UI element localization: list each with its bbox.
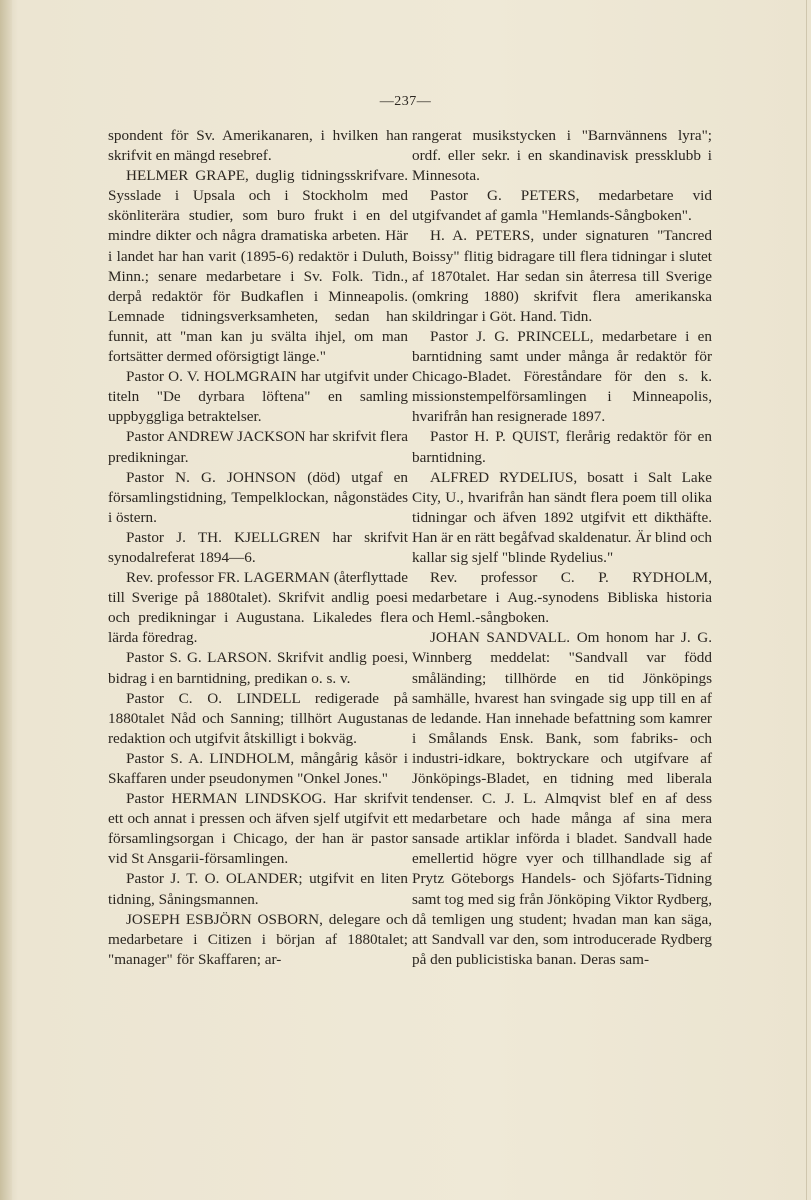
paragraph: Pastor N. G. JOHNSON (död) utgaf en församlingstidning, Tempelklockan, någonstädes i östern. <box>108 468 408 526</box>
paragraph: Pastor J. TH. KJELLGREN har skrifvit synodalreferat 1894—6. <box>108 528 408 566</box>
page-edge-line <box>806 0 807 1200</box>
page-binding-edge <box>0 0 12 1200</box>
paragraph: Pastor S. A. LINDHOLM, mångårig kåsör i Skaffaren under pseudonymen "Onkel Jones." <box>108 749 408 787</box>
paragraph: Pastor J. G. PRINCELL, medarbetare i en barntidning samt under många år redaktör för Chicago-Bladet. Föreståndare för den s. k. missionstempelförsamlingen i Minneapolis, hvarifrån han resignerade 1897. <box>412 327 712 426</box>
right-text-column <box>412 126 712 970</box>
paragraph: HELMER GRAPE, duglig tidningsskrifvare. Sysslade i Upsala och i Stockholm med skönliterära studier, som buro frukt i en del mindre dikter och några dramatiska arbeten. Här i landet har han varit (1895-6) redaktör i Duluth, Minn.; senare medarbetare i Sv. Folk. Tidn., derpå redaktör för Budkaflen i Minneapolis. Lemnade tidningsverksamheten, sedan han funnit, att "man kan ju svälta ihjel, om man fortsätter dermed oförsigtigt länge." <box>108 167 408 366</box>
paragraph: Pastor H. P. QUIST, flerårig redaktör för en barntidning. <box>412 428 712 466</box>
paragraph: Pastor J. T. O. OLANDER; utgifvit en liten tidning, Såningsmannen. <box>108 870 408 908</box>
left-text-column <box>108 126 408 970</box>
paragraph: spondent för Sv. Amerikanaren, i hvilken han skrifvit en mängd resebref. <box>108 127 408 165</box>
paragraph: Pastor S. G. LARSON. Skrifvit andlig poesi, bidrag i en barntidning, predikan o. s. v. <box>108 649 408 687</box>
paragraph: Pastor G. PETERS, medarbetare vid utgifvandet af gamla "Hemlands-Sångboken". <box>412 187 712 225</box>
paragraph: JOSEPH ESBJÖRN OSBORN, delegare och medarbetare i Citizen i början af 1880talet; "manager" för Skaffaren; ar- <box>108 910 408 968</box>
paragraph: Pastor O. V. HOLMGRAIN har utgifvit under titeln "De dyrbara löftena" en samling uppbyggliga betraktelser. <box>108 368 408 426</box>
paragraph: Rev. professor FR. LAGERMAN (återflyttade till Sverige på 1880talet). Skrifvit andlig poesi och predikningar i Augustana. Likaledes flera lärda föredrag. <box>108 569 408 647</box>
paragraph: ALFRED RYDELIUS, bosatt i Salt Lake City, U., hvarifrån han sändt flera poem till olika tidningar och äfven 1892 utgifvit ett dikthäfte. Han är en rätt begåfvad skaldenatur. Är blind och kallar sig sjelf "blinde Rydelius." <box>412 468 712 566</box>
page-number: —237— <box>379 94 432 109</box>
paragraph: Pastor ANDREW JACKSON har skrifvit flera predikningar. <box>108 428 408 466</box>
paragraph: H. A. PETERS, under signaturen "Tancred Boissy" flitig bidragare till flera tidningar i slutet af 1870talet. Har sedan sin återresa till Sverige (omkring 1880) skrifvit flera amerikanska skildringar i Göt. Hand. Tidn. <box>412 227 712 325</box>
paragraph: rangerat musikstycken i "Barnvännens lyra"; ordf. eller sekr. i en skandinavisk pressklubb i Minnesota. <box>412 127 712 185</box>
paragraph: Pastor C. O. LINDELL redigerade på 1880talet Nåd och Sanning; tillhört Augustanas redaktion och utgifvit åtskilligt i bokväg. <box>108 689 408 747</box>
paragraph: JOHAN SANDVALL. Om honom har J. G. Winnberg meddelat: "Sandvall var född småländing; tillhörde en tid Jönköpings samhälle, hvarest han svingade sig upp till en af de ledande. Han innehade befattning som kamrer i Smålands Ensk. Bank, som fabriks- och industri-idkare, boktryckare och utgifvare af Jönköpings-Bladet, en tidning med liberala tendenser. C. J. L. Almqvist blef en af dess medarbetare och hade många af sina mera sansade artiklar införda i bladet. Sandvall hade emellertid högre vyer och tillhandlade sig af Prytz Göteborgs Handels- och Sjöfarts-Tidning samt tog med sig från Jönköping Viktor Rydberg, då temligen ung student; hvadan man kan säga, att Sandvall var den, som introducerade Rydberg på den publicistiska banan. Deras sam- <box>412 629 712 968</box>
paragraph: Pastor HERMAN LINDSKOG. Har skrifvit ett och annat i pressen och äfven sjelf utgifvit ett församlingsorgan i Chicago, der han är pastor vid St Ansgarii-församlingen. <box>108 790 408 868</box>
paragraph: Rev. professor C. P. RYDHOLM, medarbetare i Aug.-synodens Bibliska historia och Heml.-sångboken. <box>412 569 712 627</box>
